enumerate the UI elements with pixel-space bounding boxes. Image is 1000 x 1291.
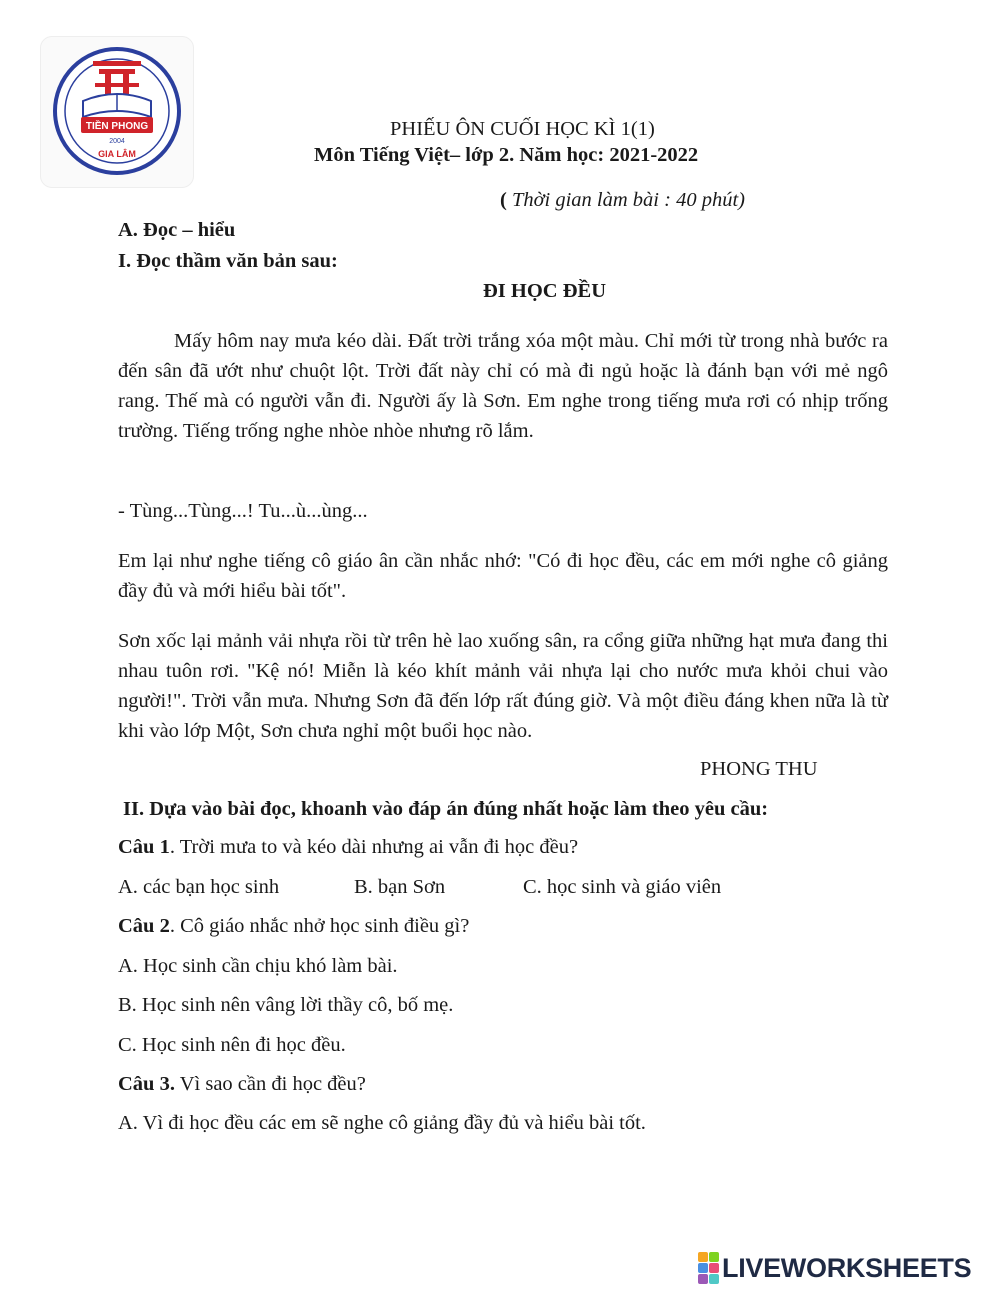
answer-option[interactable]: A. Vì đi học đều các em sẽ nghe cô giảng đầy đủ và hiểu bài tốt.	[118, 1112, 646, 1134]
answer-option[interactable]: A. các bạn học sinh	[118, 876, 280, 898]
question-text: . Cô giáo nhắc nhở học sinh điều gì?	[169, 915, 470, 937]
worksheet-title: PHIẾU ÔN CUỐI HỌC KÌ 1(1)	[390, 118, 655, 140]
question-text: . Trời mưa to và kéo dài nhưng ai vẫn đi học đều?	[169, 836, 579, 858]
story-author: PHONG THU	[700, 758, 818, 780]
liveworksheets-logo-icon	[698, 1252, 719, 1284]
question-label: Câu 2	[118, 915, 170, 937]
answer-option[interactable]: C. Học sinh nên đi học đều.	[118, 1034, 346, 1056]
answer-option[interactable]: B. Học sinh nên vâng lời thầy cô, bố mẹ.	[118, 994, 454, 1016]
logo-year: 2004	[109, 138, 125, 145]
answer-option[interactable]: A. Học sinh cần chịu khó làm bài.	[118, 955, 398, 977]
question-2	[118, 915, 469, 938]
story-paragraph-3: Em lại như nghe tiếng cô giáo ân cần nhắc nhớ: "Có đi học đều, các em mới nghe cô giảng đầy đủ và mới hiểu bài tốt".	[118, 550, 888, 602]
section-ii-heading: II. Dựa vào bài đọc, khoanh vào đáp án đúng nhất hoặc làm theo yêu cầu:	[123, 798, 769, 820]
logo-district: GIA LÂM	[98, 149, 136, 159]
time-open-paren: (	[500, 189, 507, 211]
subject-line: Môn Tiếng Việt– lớp 2. Năm học: 2021-2022	[314, 144, 699, 166]
question-text: Vì sao cần đi học đều?	[174, 1073, 366, 1095]
story-paragraph-2: - Tùng...Tùng...! Tu...ù...ùng...	[118, 500, 368, 522]
time-limit-text: Thời gian làm bài : 40 phút)	[506, 189, 745, 211]
question-label: Câu 1	[118, 836, 170, 858]
answer-option[interactable]: C. học sinh và giáo viên	[523, 876, 722, 898]
story-paragraph-1: Mấy hôm nay mưa kéo dài. Đất trời trắng xóa một màu. Chỉ mới từ trong nhà bước ra đến sân đã ướt như chuột lột. Trời đất này chỉ có mà đi ngủ hoặc là đánh bạn với mẻ ngô rang. Thế mà có người vẫn đi. Người ấy là Sơn. Em nghe trong tiếng mưa rơi có nhịp trống trường. Tiếng trống nghe nhòe nhòe nhưng rõ lắm.	[118, 330, 888, 442]
question-3	[118, 1073, 366, 1096]
question-label: Câu 3.	[118, 1073, 175, 1095]
liveworksheets-watermark	[698, 1253, 971, 1283]
section-i-heading: I. Đọc thầm văn bản sau:	[118, 250, 338, 272]
story-paragraph-4: Sơn xốc lại mảnh vải nhựa rồi từ trên hè lao xuống sân, ra cổng giữa những hạt mưa đang thi nhau tuôn rơi. "Kệ nó! Miễn là kéo khít mảnh vải nhựa lại cho nước mưa khỏi chui vào người!". Trời vẫn mưa. Nhưng Sơn đã đến lớp rất đúng giờ. Và một điều đáng khen nữa là từ khi vào lớp Một, Sơn chưa nghỉ một buổi học nào.	[118, 630, 888, 742]
logo-school-name: TIỀN PHONG	[85, 121, 149, 132]
school-emblem-icon	[49, 43, 185, 179]
question-1	[118, 836, 578, 859]
school-logo	[40, 36, 194, 188]
time-limit	[500, 189, 745, 212]
section-a-heading: A. Đọc – hiểu	[118, 219, 236, 241]
liveworksheets-text: LIVEWORKSHEETS	[722, 1252, 972, 1283]
answer-option[interactable]: B. bạn Sơn	[354, 876, 446, 898]
story-title: ĐI HỌC ĐỀU	[483, 280, 607, 302]
